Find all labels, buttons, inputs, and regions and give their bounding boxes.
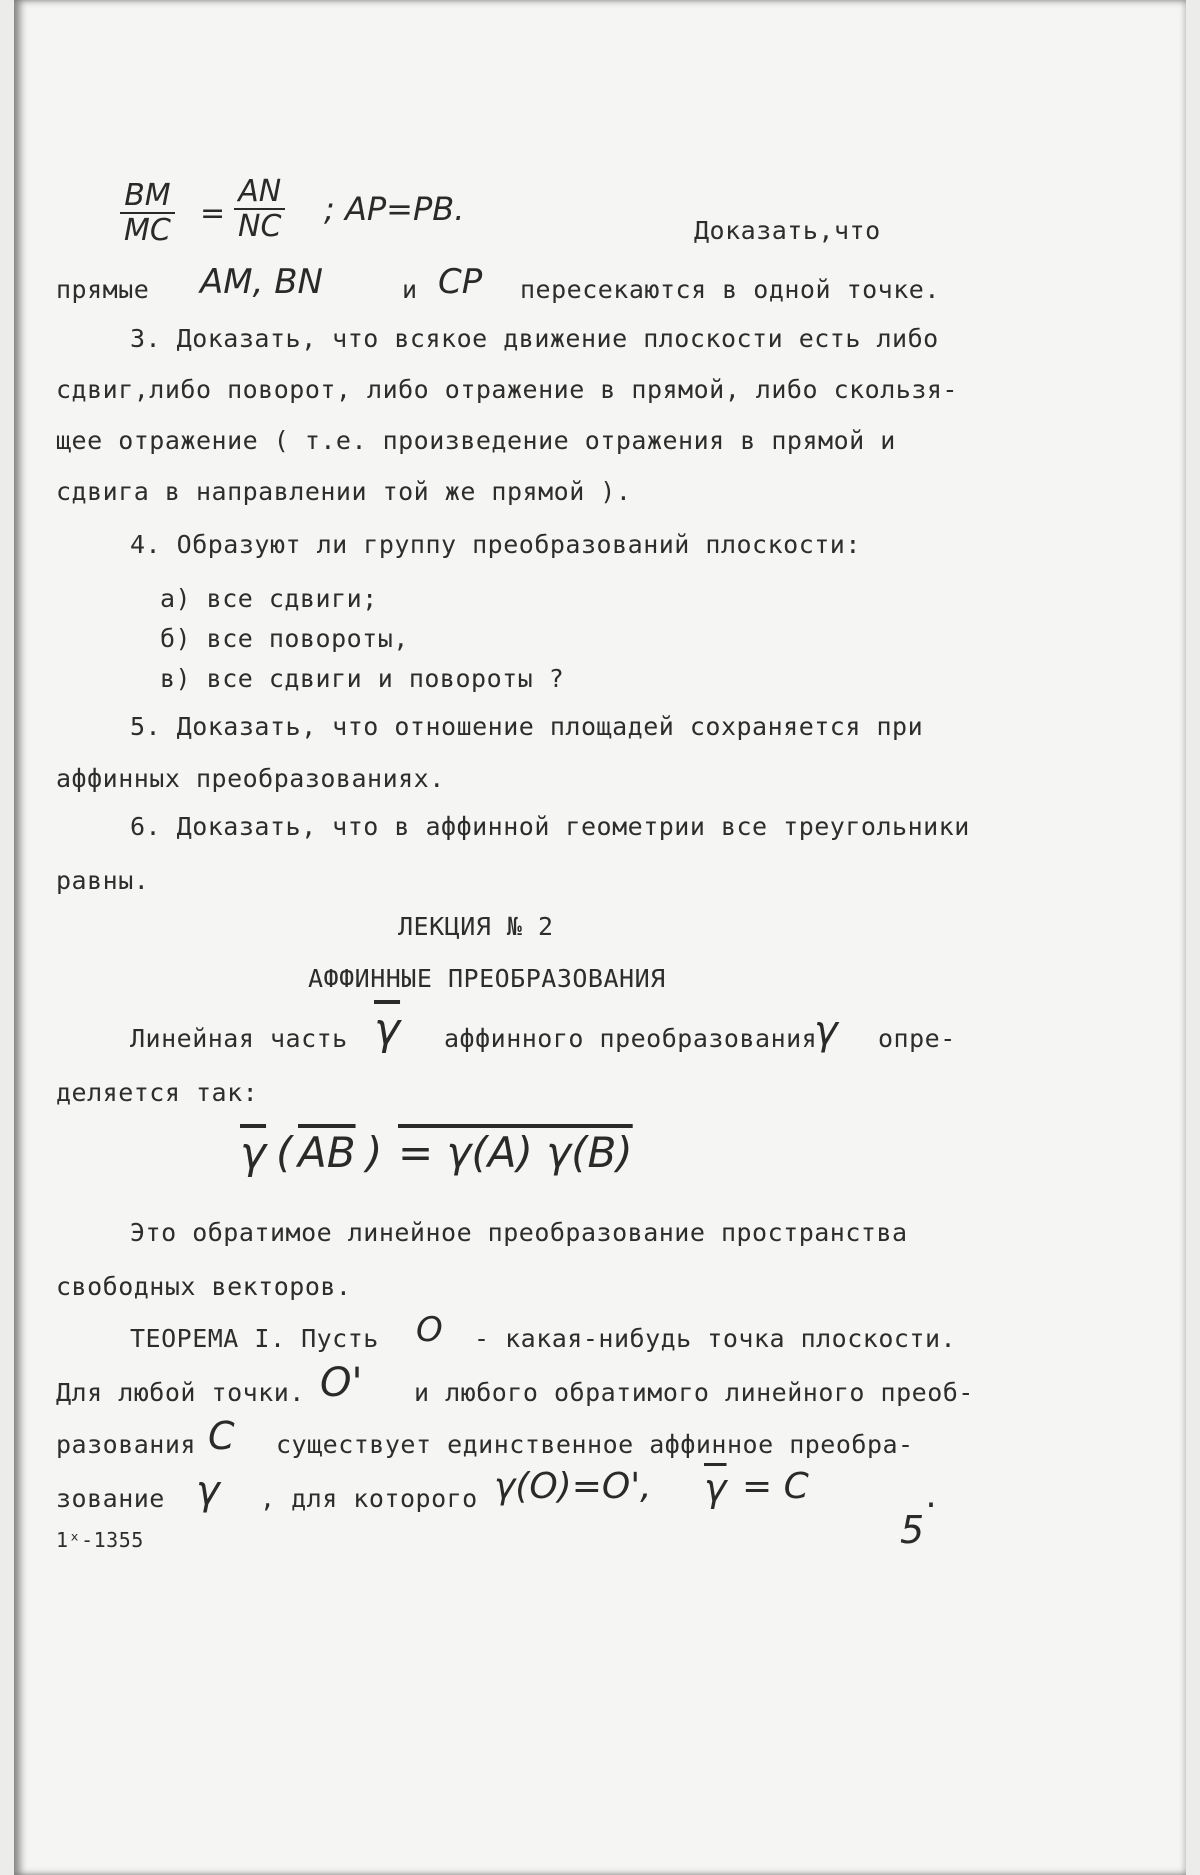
map-c-symbol: C [208, 1414, 235, 1458]
fraction-denominator: NC [238, 208, 282, 244]
theorem-text-6: зование [56, 1484, 165, 1513]
and-word: и [402, 275, 418, 304]
prove-text: Доказать,что [694, 216, 881, 245]
lecture-title: ЛЕКЦИЯ № 2 [398, 912, 554, 941]
handwritten-cp: CP [438, 262, 483, 302]
gamma-symbol: γ [814, 1008, 838, 1054]
gamma-symbol-theorem: γ [196, 1468, 220, 1514]
problem-4-item-b: б) все повороты, [160, 624, 409, 653]
problem-6-line-2: равны. [56, 866, 150, 895]
formula-vector-ab: $\overline{AB}$ [298, 1128, 356, 1177]
problem-3-line-3: щее отражение ( т.е. произведение отражения в прямой и [56, 426, 896, 455]
linear-part-text: Линейная часть [130, 1024, 348, 1053]
problem-4-item-c: в) все сдвиги и повороты ? [160, 664, 565, 693]
gamma-bar-symbol: $\overline{\gamma}$ [374, 1004, 401, 1055]
sentence-period: . [922, 1480, 941, 1515]
fraction-numerator: AN [234, 176, 285, 210]
theorem-text-3: и любого обратимого линейного преоб- [414, 1378, 974, 1407]
theorem-text-2: Для любой точки. [56, 1378, 305, 1407]
defined-text-line-2: деляется так: [56, 1078, 259, 1107]
affine-transform-text: аффинного преобразования [444, 1024, 818, 1053]
lecture-subtitle: АФФИННЫЕ ПРЕОБРАЗОВАНИЯ [308, 964, 666, 993]
condition-gamma-o: γ(O)=O', [494, 1466, 652, 1507]
fraction-numerator: BM [120, 180, 174, 214]
theorem-text-7: , для которого [260, 1484, 478, 1513]
fraction-denominator: MC [124, 212, 171, 248]
problem-3-line-1: 3. Доказать, что всякое движение плоскости есть либо [130, 324, 939, 353]
formula-rhs: = γ(A) γ(B) [398, 1128, 633, 1177]
fraction-an-nc [234, 176, 285, 243]
problem-4-intro: 4. Образуют ли группу преобразований плоскости: [130, 530, 861, 559]
formula-close-paren: ) [366, 1128, 383, 1177]
lines-word: прямые [56, 275, 150, 304]
equals-sign: = [200, 196, 226, 231]
handwritten-am-bn: AM, BN [200, 262, 323, 302]
formula-open-paren: ( [276, 1128, 293, 1177]
condition-equals-c: = C [742, 1466, 809, 1507]
defined-text-end: опре- [878, 1024, 956, 1053]
theorem-text-5: существует единственное аффинное преобра- [276, 1430, 914, 1459]
theorem-text-1: - какая-нибудь точка плоскости. [474, 1324, 957, 1353]
print-code: 1ˣ-1355 [56, 1528, 144, 1552]
problem-5-line-1: 5. Доказать, что отношение площадей сохраняется при [130, 712, 924, 741]
theorem-text-4: разования [56, 1430, 196, 1459]
problem-3-line-2: сдвиг,либо поворот, либо отражение в прямой, либо скользя- [56, 375, 958, 404]
condition-gamma-bar: $\overline{\gamma}$ [704, 1466, 727, 1510]
point-o-symbol: O [416, 1310, 443, 1350]
invertible-text-line-1: Это обратимое линейное преобразование пространства [130, 1218, 908, 1247]
theorem-label: ТЕОРЕМА I. Пусть [130, 1324, 379, 1353]
problem-3-line-4: сдвига в направлении той же прямой ). [56, 477, 632, 506]
page-number: 5 [900, 1508, 925, 1552]
fraction-bm-mc [120, 180, 175, 247]
document-page [14, 0, 1186, 1875]
condition-ap-pb: ; AP=PB. [324, 190, 465, 228]
problem-5-line-2: аффинных преобразованиях. [56, 764, 445, 793]
intersect-text: пересекаются в одной точке. [520, 275, 940, 304]
problem-4-item-a: а) все сдвиги; [160, 584, 378, 613]
formula-gamma-bar: $\overline{\gamma}$ [240, 1128, 267, 1179]
point-o-prime-symbol: O' [320, 1360, 363, 1406]
invertible-text-line-2: свободных векторов. [56, 1272, 352, 1301]
problem-6-line-1: 6. Доказать, что в аффинной геометрии все треугольники [130, 812, 970, 841]
